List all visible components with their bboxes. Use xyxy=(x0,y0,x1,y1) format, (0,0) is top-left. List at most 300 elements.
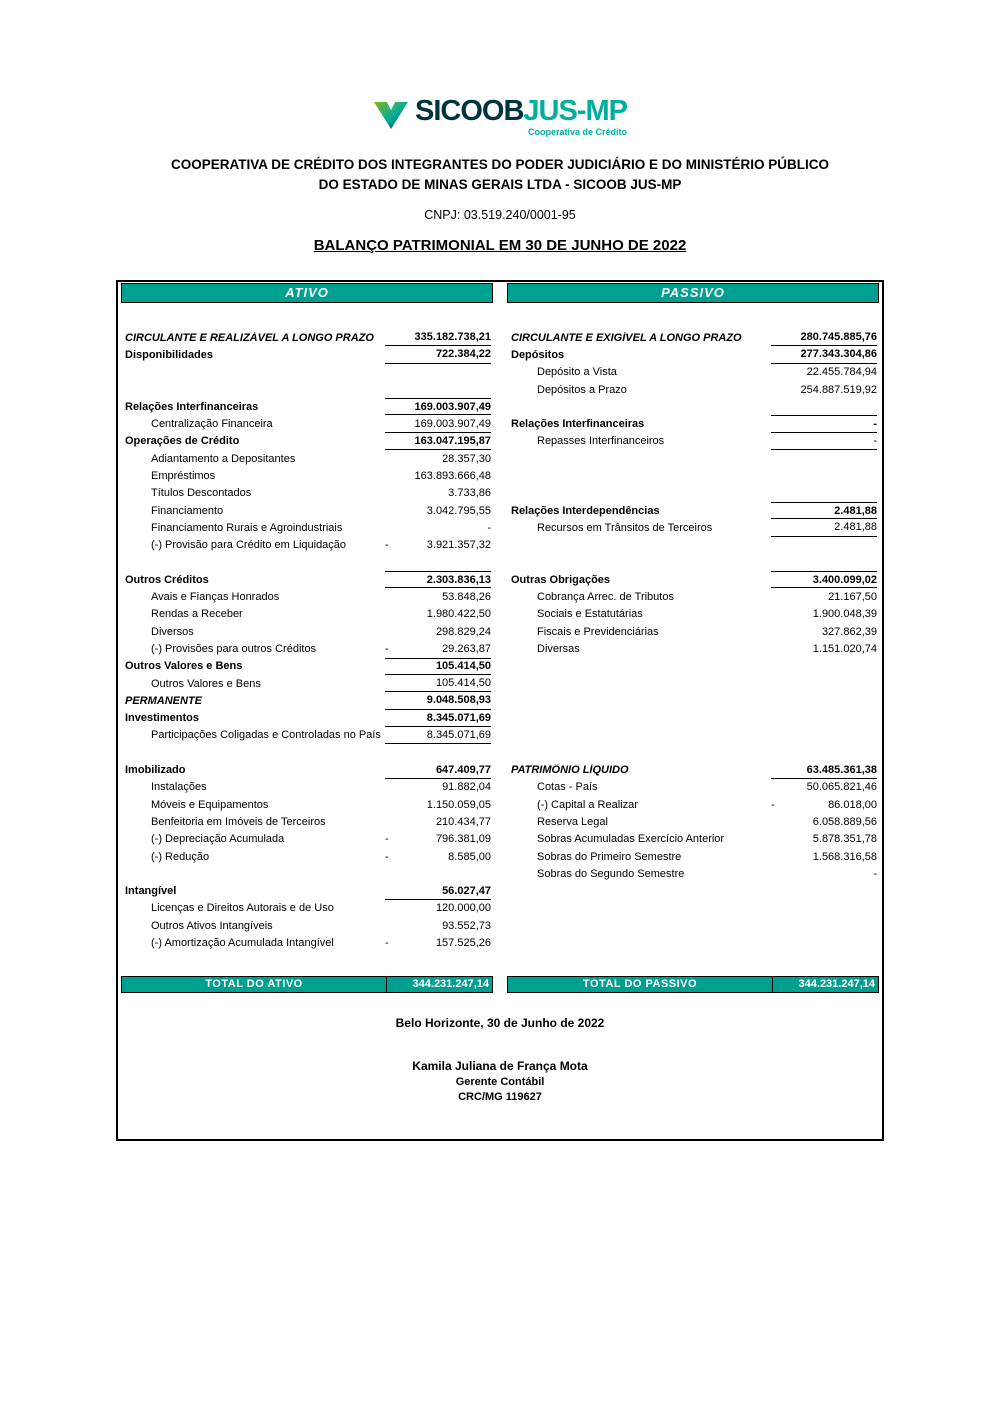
table-row xyxy=(121,640,879,657)
passivo-row-amount xyxy=(771,554,877,571)
ativo-cell xyxy=(121,692,493,709)
passivo-row-value: 280.745.885,76 xyxy=(800,331,877,344)
passivo-row-label: Reserva Legal xyxy=(537,815,608,828)
organization-name xyxy=(0,155,1000,195)
ativo-row-amount xyxy=(385,761,491,778)
ativo-cell xyxy=(121,831,493,848)
sicoob-logo xyxy=(0,96,1000,137)
negative-sign: - xyxy=(385,937,389,950)
passivo-cell xyxy=(507,917,879,934)
ativo-row-label: Outros Valores e Bens xyxy=(151,677,261,690)
ativo-row-label: (-) Depreciação Acumulada xyxy=(151,833,285,846)
passivo-row-value: - xyxy=(873,418,877,431)
ativo-row-value: 298.829,24 xyxy=(435,625,491,638)
passivo-row-amount xyxy=(771,588,877,605)
ativo-cell xyxy=(121,727,493,744)
passivo-row-amount xyxy=(771,744,877,761)
ativo-row-value: 105.414,50 xyxy=(435,660,491,673)
passivo-row-amount xyxy=(771,415,877,432)
brand-primary: SICOOB xyxy=(415,95,524,127)
passivo-cell xyxy=(507,415,879,432)
ativo-row-amount xyxy=(385,329,491,346)
passivo-cell xyxy=(507,692,879,709)
ativo-row-label: Disponibilidades xyxy=(125,348,214,361)
ativo-row-amount xyxy=(385,883,491,900)
passivo-cell xyxy=(507,865,879,882)
ativo-cell xyxy=(121,364,493,381)
passivo-cell xyxy=(507,796,879,813)
ativo-row-value: 8.585,00 xyxy=(448,850,491,863)
ativo-row-amount xyxy=(385,381,491,398)
ativo-row-amount xyxy=(385,346,491,363)
ativo-row-label: Participações Coligadas e Controladas no País xyxy=(151,729,381,742)
ativo-row-label: Centralização Financeira xyxy=(151,418,273,431)
ativo-row-amount xyxy=(385,398,491,415)
total-passivo-label: TOTAL DO PASSIVO xyxy=(582,978,698,991)
table-row xyxy=(121,675,879,692)
ativo-row-amount xyxy=(385,450,491,467)
passivo-row-amount xyxy=(771,727,877,744)
ativo-row-label: Títulos Descontados xyxy=(151,487,252,500)
ativo-row-label: Adiantamento a Depositantes xyxy=(151,452,296,465)
passivo-cell xyxy=(507,623,879,640)
passivo-row-amount xyxy=(771,519,877,536)
ativo-cell xyxy=(121,779,493,796)
total-ativo-label: TOTAL DO ATIVO xyxy=(205,978,303,991)
ativo-row-value: 722.384,22 xyxy=(435,348,491,361)
ativo-cell xyxy=(121,588,493,605)
passivo-row-label: PATRIMÔNIO LÍQUIDO xyxy=(511,764,629,777)
ativo-row-value: 3.733,86 xyxy=(448,487,491,500)
table-row xyxy=(121,415,879,432)
passivo-row-amount xyxy=(771,329,877,346)
total-passivo-value: 344.231.247,14 xyxy=(772,977,878,992)
brand-secondary: JUS-MP xyxy=(523,95,627,127)
table-row xyxy=(121,710,879,727)
ativo-row-amount xyxy=(385,727,491,744)
ativo-row-label: Outros Ativos Intangíveis xyxy=(151,919,273,932)
passivo-row-value: 1.151.020,74 xyxy=(812,642,877,655)
passivo-cell xyxy=(507,588,879,605)
passivo-row-label: Sociais e Estatutárias xyxy=(537,608,643,621)
passivo-row-amount xyxy=(771,848,877,865)
totals-row xyxy=(121,976,879,993)
ativo-row-label: PERMANENTE xyxy=(125,694,203,707)
passivo-row-amount xyxy=(771,398,877,415)
ativo-row-amount xyxy=(385,623,491,640)
ativo-row-value: 647.409,77 xyxy=(435,763,491,776)
passivo-cell xyxy=(507,675,879,692)
ativo-row-value: 120.000,00 xyxy=(435,902,491,915)
ativo-row-value: 3.921.357,32 xyxy=(426,539,491,552)
ativo-cell xyxy=(121,917,493,934)
ativo-row-label: Rendas a Receber xyxy=(151,608,243,621)
total-passivo-bar xyxy=(507,976,879,993)
ativo-row-value: 3.042.795,55 xyxy=(426,504,491,517)
passivo-cell xyxy=(507,640,879,657)
passivo-cell xyxy=(507,744,879,761)
ativo-row-amount xyxy=(385,900,491,917)
ativo-row-value: 169.003.907,49 xyxy=(414,417,491,430)
passivo-row-amount xyxy=(771,831,877,848)
ativo-cell xyxy=(121,761,493,778)
passivo-row-amount xyxy=(771,796,877,813)
table-row xyxy=(121,537,879,554)
table-row xyxy=(121,571,879,588)
passivo-row-amount xyxy=(771,675,877,692)
ativo-row-label: (-) Amortização Acumulada Intangível xyxy=(151,937,334,950)
ativo-cell xyxy=(121,398,493,415)
ativo-row-label: CIRCULANTE E REALIZÁVEL A LONGO PRAZO xyxy=(125,331,374,344)
passivo-column-header: PASSIVO xyxy=(507,283,879,303)
ativo-cell xyxy=(121,537,493,554)
passivo-cell xyxy=(507,433,879,450)
passivo-row-value: - xyxy=(873,867,877,880)
ativo-row-value: 8.345.071,69 xyxy=(426,728,491,741)
passivo-cell xyxy=(507,502,879,519)
ativo-row-amount xyxy=(385,848,491,865)
passivo-row-amount xyxy=(771,813,877,830)
passivo-row-amount xyxy=(771,537,877,554)
table-row xyxy=(121,623,879,640)
passivo-row-value: 86.018,00 xyxy=(828,798,877,811)
passivo-row-amount xyxy=(771,450,877,467)
table-row xyxy=(121,883,879,900)
table-row xyxy=(121,779,879,796)
table-row xyxy=(121,485,879,502)
ativo-cell xyxy=(121,952,493,969)
table-row xyxy=(121,761,879,778)
ativo-cell xyxy=(121,346,493,363)
table-row xyxy=(121,917,879,934)
ativo-row-amount xyxy=(385,710,491,727)
table-row xyxy=(121,848,879,865)
page-title: BALANÇO PATRIMONIAL EM 30 DE JUNHO DE 2022 xyxy=(313,237,687,254)
ativo-row-amount xyxy=(385,865,491,882)
table-row xyxy=(121,606,879,623)
total-ativo-value: 344.231.247,14 xyxy=(386,977,492,992)
ativo-row-value: 163.893.666,48 xyxy=(414,470,491,483)
ativo-row-value: 93.552,73 xyxy=(442,919,491,932)
passivo-cell xyxy=(507,727,879,744)
passivo-row-amount xyxy=(771,658,877,675)
ativo-cell xyxy=(121,467,493,484)
passivo-row-label: Depósitos a Prazo xyxy=(537,383,627,396)
passivo-row-amount xyxy=(771,467,877,484)
ativo-row-amount xyxy=(385,537,491,554)
passivo-row-value: - xyxy=(873,434,877,447)
table-row xyxy=(121,588,879,605)
ativo-cell xyxy=(121,502,493,519)
passivo-row-value: 2.481,88 xyxy=(834,504,877,517)
passivo-row-value: 22.455.784,94 xyxy=(806,366,877,379)
table-row xyxy=(121,381,879,398)
ativo-row-value: 56.027,47 xyxy=(442,884,491,897)
ativo-row-label: Financiamento xyxy=(151,504,224,517)
signature-block xyxy=(121,1016,879,1139)
ativo-cell xyxy=(121,658,493,675)
passivo-row-value: 2.481,88 xyxy=(834,521,877,534)
ativo-row-amount xyxy=(385,813,491,830)
ativo-cell xyxy=(121,934,493,951)
ativo-row-amount xyxy=(385,744,491,761)
ativo-cell xyxy=(121,623,493,640)
passivo-row-value: 63.485.361,38 xyxy=(806,763,877,776)
passivo-row-amount xyxy=(771,502,877,519)
signatory-crc: CRC/MG 119627 xyxy=(458,1090,542,1103)
passivo-cell xyxy=(507,658,879,675)
passivo-cell xyxy=(507,485,879,502)
signatory-name: Kamila Juliana de França Mota xyxy=(412,1058,588,1073)
ativo-row-amount xyxy=(385,606,491,623)
passivo-row-amount xyxy=(771,761,877,778)
table-row xyxy=(121,502,879,519)
passivo-cell xyxy=(507,606,879,623)
passivo-cell xyxy=(507,952,879,969)
ativo-cell xyxy=(121,606,493,623)
passivo-row-label: Repasses Interfinanceiros xyxy=(537,435,665,448)
passivo-row-label: Cobrança Arrec. de Tributos xyxy=(537,591,674,604)
passivo-row-value: 1.900.048,39 xyxy=(812,608,877,621)
passivo-row-label: Depósitos xyxy=(511,348,565,361)
passivo-row-amount xyxy=(771,934,877,951)
negative-sign: - xyxy=(385,539,389,552)
passivo-cell xyxy=(507,554,879,571)
ativo-row-amount xyxy=(385,485,491,502)
ativo-row-label: Outros Créditos xyxy=(125,573,209,586)
ativo-column-header: ATIVO xyxy=(121,283,493,303)
brand-tagline: Cooperativa de Crédito xyxy=(527,127,627,137)
total-ativo-bar xyxy=(121,976,493,993)
ativo-row-label: Intangível xyxy=(125,885,177,898)
ativo-row-amount xyxy=(385,640,491,657)
ativo-row-value: 335.182.738,21 xyxy=(414,331,491,344)
passivo-cell xyxy=(507,537,879,554)
passivo-row-value: 254.887.519,92 xyxy=(800,383,877,396)
passivo-row-label: Outras Obrigações xyxy=(511,573,611,586)
passivo-row-amount xyxy=(771,917,877,934)
passivo-row-label: CIRCULANTE E EXIGÍVEL A LONGO PRAZO xyxy=(511,331,742,344)
table-row xyxy=(121,796,879,813)
cnpj-line: CNPJ: 03.519.240/0001-95 xyxy=(424,208,576,222)
ativo-cell xyxy=(121,571,493,588)
passivo-row-amount xyxy=(771,623,877,640)
passivo-cell xyxy=(507,467,879,484)
ativo-cell xyxy=(121,710,493,727)
passivo-row-amount xyxy=(771,381,877,398)
passivo-cell xyxy=(507,450,879,467)
passivo-row-value: 1.568.316,58 xyxy=(812,850,877,863)
passivo-row-amount xyxy=(771,485,877,502)
ativo-row-amount xyxy=(385,779,491,796)
ativo-row-label: Diversos xyxy=(151,625,194,638)
ativo-row-value: 28.357,30 xyxy=(442,452,491,465)
balance-table xyxy=(116,280,884,1141)
passivo-cell xyxy=(507,381,879,398)
passivo-row-amount xyxy=(771,883,877,900)
ativo-cell xyxy=(121,450,493,467)
table-row xyxy=(121,554,879,571)
ativo-row-value: 29.263,87 xyxy=(442,642,491,655)
passivo-cell xyxy=(507,813,879,830)
ativo-cell xyxy=(121,519,493,536)
ativo-cell xyxy=(121,865,493,882)
passivo-row-amount xyxy=(771,640,877,657)
ativo-row-value: 163.047.195,87 xyxy=(414,434,491,447)
ativo-row-label: Financiamento Rurais e Agroindustriais xyxy=(151,521,343,534)
signatory-role: Gerente Contábil xyxy=(455,1075,545,1088)
passivo-row-label: (-) Capital a Realizar xyxy=(537,798,638,811)
ativo-cell xyxy=(121,640,493,657)
ativo-cell xyxy=(121,883,493,900)
table-row xyxy=(121,934,879,951)
sicoob-logo-icon xyxy=(373,99,409,131)
passivo-row-value: 3.400.099,02 xyxy=(812,573,877,586)
table-row xyxy=(121,831,879,848)
ativo-cell xyxy=(121,415,493,432)
passivo-cell xyxy=(507,398,879,415)
passivo-row-label: Cotas - País xyxy=(537,781,598,794)
table-row xyxy=(121,813,879,830)
passivo-row-value: 21.167,50 xyxy=(828,591,877,604)
negative-sign: - xyxy=(771,798,775,811)
ativo-row-value: 1.150.059,05 xyxy=(426,798,491,811)
negative-sign: - xyxy=(385,642,389,655)
passivo-cell xyxy=(507,346,879,363)
ativo-cell xyxy=(121,675,493,692)
passivo-row-amount xyxy=(771,865,877,882)
passivo-cell xyxy=(507,519,879,536)
passivo-row-label: Relações Interdependências xyxy=(511,504,660,517)
passivo-row-amount xyxy=(771,364,877,381)
table-row xyxy=(121,433,879,450)
ativo-row-value: 53.848,26 xyxy=(442,591,491,604)
passivo-row-amount xyxy=(771,952,877,969)
passivo-cell xyxy=(507,831,879,848)
ativo-row-amount xyxy=(385,433,491,450)
ativo-row-amount xyxy=(385,917,491,934)
passivo-cell xyxy=(507,900,879,917)
ativo-row-label: Móveis e Equipamentos xyxy=(151,798,269,811)
passivo-row-label: Diversas xyxy=(537,642,580,655)
ativo-cell xyxy=(121,848,493,865)
ativo-row-amount xyxy=(385,831,491,848)
ativo-row-amount xyxy=(385,554,491,571)
table-row xyxy=(121,865,879,882)
table-row xyxy=(121,519,879,536)
passivo-row-label: Sobras do Segundo Semestre xyxy=(537,867,685,880)
ativo-row-value: 8.345.071,69 xyxy=(426,711,491,724)
passivo-row-label: Fiscais e Previdenciárias xyxy=(537,625,659,638)
column-headers xyxy=(121,283,879,303)
passivo-cell xyxy=(507,883,879,900)
passivo-cell xyxy=(507,934,879,951)
ativo-row-label: Relações Interfinanceiras xyxy=(125,400,259,413)
organization-name-line2: DO ESTADO DE MINAS GERAIS LTDA - SICOOB JUS-MP xyxy=(318,177,682,192)
ativo-row-label: Operações de Crédito xyxy=(125,435,240,448)
ativo-cell xyxy=(121,433,493,450)
table-row xyxy=(121,900,879,917)
ativo-row-amount xyxy=(385,934,491,951)
ativo-row-amount xyxy=(385,571,491,588)
passivo-row-label: Sobras do Primeiro Semestre xyxy=(537,850,682,863)
ativo-row-value: - xyxy=(487,521,491,534)
ativo-row-value: 2.303.836,13 xyxy=(426,573,491,586)
passivo-row-label: Depósito a Vista xyxy=(537,366,617,379)
passivo-cell xyxy=(507,329,879,346)
ativo-row-amount xyxy=(385,952,491,969)
ativo-row-label: Licenças e Direitos Autorais e de Uso xyxy=(151,902,334,915)
ativo-row-label: Empréstimos xyxy=(151,470,216,483)
ativo-cell xyxy=(121,900,493,917)
ativo-row-label: Outros Valores e Bens xyxy=(125,660,243,673)
ativo-cell xyxy=(121,485,493,502)
passivo-row-label: Sobras Acumuladas Exercício Anterior xyxy=(537,833,725,846)
passivo-row-amount xyxy=(771,710,877,727)
passivo-row-amount xyxy=(771,571,877,588)
place-date: Belo Horizonte, 30 de Junho de 2022 xyxy=(395,1015,605,1030)
ativo-row-value: 169.003.907,49 xyxy=(414,400,491,413)
passivo-row-label: Recursos em Trânsitos de Terceiros xyxy=(537,521,713,534)
ativo-row-label: Investimentos xyxy=(125,712,199,725)
balance-rows xyxy=(121,329,879,969)
passivo-cell xyxy=(507,364,879,381)
ativo-row-value: 796.381,09 xyxy=(435,833,491,846)
negative-sign: - xyxy=(385,833,389,846)
ativo-row-value: 9.048.508,93 xyxy=(426,694,491,707)
ativo-row-amount xyxy=(385,658,491,675)
passivo-row-label: Relações Interfinanceiras xyxy=(511,418,645,431)
ativo-row-amount xyxy=(385,692,491,709)
table-row xyxy=(121,727,879,744)
ativo-row-value: 1.980.422,50 xyxy=(426,608,491,621)
passivo-cell xyxy=(507,761,879,778)
table-row xyxy=(121,329,879,346)
ativo-row-amount xyxy=(385,364,491,381)
passivo-cell xyxy=(507,710,879,727)
passivo-cell xyxy=(507,779,879,796)
passivo-row-value: 6.058.889,56 xyxy=(812,815,877,828)
ativo-row-amount xyxy=(385,467,491,484)
ativo-row-value: 105.414,50 xyxy=(435,677,491,690)
ativo-row-amount xyxy=(385,519,491,536)
passivo-row-amount xyxy=(771,606,877,623)
ativo-row-amount xyxy=(385,796,491,813)
ativo-row-label: (-) Provisões para outros Créditos xyxy=(151,642,317,655)
ativo-row-value: 210.434,77 xyxy=(435,815,491,828)
negative-sign: - xyxy=(385,850,389,863)
ativo-row-amount xyxy=(385,415,491,432)
passivo-row-amount xyxy=(771,900,877,917)
ativo-row-value: 91.882,04 xyxy=(442,781,491,794)
passivo-row-amount xyxy=(771,692,877,709)
table-row xyxy=(121,744,879,761)
ativo-cell xyxy=(121,796,493,813)
passivo-cell xyxy=(507,571,879,588)
table-row xyxy=(121,398,879,415)
ativo-row-value: 157.525,26 xyxy=(435,937,491,950)
ativo-row-label: Instalações xyxy=(151,781,207,794)
ativo-cell xyxy=(121,813,493,830)
ativo-row-label: (-) Redução xyxy=(151,850,210,863)
ativo-row-label: Imobilizado xyxy=(125,764,186,777)
table-row xyxy=(121,658,879,675)
passivo-row-value: 327.862,39 xyxy=(821,625,877,638)
brand-wordmark xyxy=(415,96,627,137)
passivo-row-value: 277.343.304,86 xyxy=(800,348,877,361)
table-row xyxy=(121,952,879,969)
organization-name-line1: COOPERATIVA DE CRÉDITO DOS INTEGRANTES DO PODER JUDICIÁRIO E DO MINISTÉRIO PÚBLICO xyxy=(170,157,830,172)
